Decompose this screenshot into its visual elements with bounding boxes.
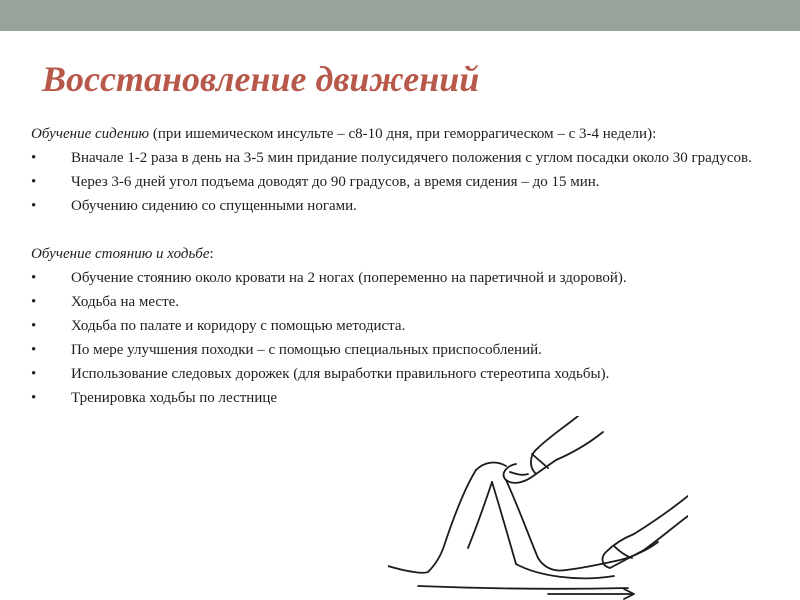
therapist-cuff [531, 448, 556, 474]
slide-title: Восстановление движений [42, 59, 480, 99]
therapist-second-arm-lower [644, 516, 688, 550]
section-standing-lead [31, 242, 773, 266]
therapist-arm-lower-line [556, 432, 603, 460]
list-item-text: Использование следовых дорожек (для выработки правильного стереотипа ходьбы). [71, 366, 610, 382]
section-lead-italic: Обучение стоянию и ходьбе [31, 246, 210, 262]
list-item [31, 386, 773, 410]
list-item [31, 314, 773, 338]
bullet-icon: • [31, 342, 37, 358]
patient-knee-top [476, 463, 506, 470]
list-item-text: Через 3-6 дней угол подъема доводят до 90 градусов, а время сидения – до 15 мин. [71, 174, 600, 190]
bullet-icon: • [31, 390, 37, 406]
patient-thigh-front [468, 482, 492, 548]
therapist-arm-upper-line [538, 416, 578, 448]
therapist-fingers [510, 472, 528, 475]
section-standing-list [31, 266, 773, 410]
list-item [31, 290, 773, 314]
list-item [31, 338, 773, 362]
bullet-icon: • [31, 150, 37, 166]
patient-foot-sole [516, 564, 614, 578]
therapist-second-arm-upper [634, 496, 688, 534]
section-sitting-lead [31, 122, 773, 146]
patient-thigh-back [428, 470, 476, 572]
top-bar [0, 0, 800, 31]
bullet-icon: • [31, 366, 37, 382]
patient-shin-front [506, 480, 566, 571]
list-item-text: Обучение стоянию около кровати на 2 ногах (попеременно на паретичной и здоровой). [71, 270, 627, 286]
list-item-text: Обучению сидению со спущенными ногами. [71, 198, 357, 214]
section-lead-italic: Обучение сидению [31, 126, 150, 142]
list-item-text: Ходьба на месте. [71, 294, 180, 310]
list-item-text: По мере улучшения походки – с помощью специальных приспособлений. [71, 342, 542, 358]
bullet-icon: • [31, 198, 37, 214]
bullet-icon: • [31, 270, 37, 286]
section-sitting-list [31, 146, 773, 218]
list-item [31, 362, 773, 386]
leg-exercise-illustration-icon [388, 416, 688, 600]
list-item [31, 194, 773, 218]
list-item-text: Ходьба по палате и коридору с помощью методиста. [71, 318, 406, 334]
section-lead-rest: (при ишемическом инсульте – с8-10 дня, при геморрагическом – с 3-4 недели): [149, 126, 657, 142]
list-item [31, 266, 773, 290]
list-item [31, 170, 773, 194]
therapist-second-fingers [614, 546, 632, 558]
spacer [31, 218, 773, 242]
bullet-icon: • [31, 294, 37, 310]
bed-line [418, 586, 628, 589]
bullet-icon: • [31, 174, 37, 190]
therapist-cuff-band [532, 454, 548, 468]
list-item-text: Тренировка ходьбы по лестнице [71, 390, 278, 406]
bullet-icon: • [31, 318, 37, 334]
bed-line-left [388, 566, 428, 573]
list-item-text: Вначале 1-2 раза в день на 3-5 мин придание полусидячего положения с углом посадки около 30 градусов. [71, 150, 752, 166]
list-item [31, 146, 773, 170]
slide-content [31, 122, 773, 410]
section-lead-rest: : [209, 246, 214, 262]
